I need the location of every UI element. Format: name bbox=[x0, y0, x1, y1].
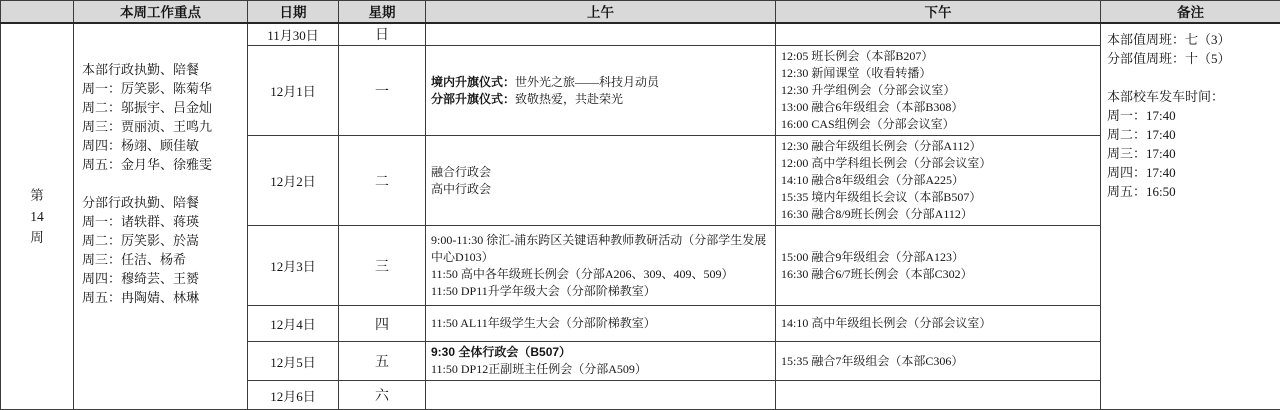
schedule-item: 11:50 高中各年级班长例会（分部A206、309、409、509） bbox=[431, 266, 772, 283]
remarks-duty-line: 分部值周班：十（5） bbox=[1107, 49, 1277, 68]
weekday-cell: 三 bbox=[339, 226, 426, 306]
focus-line: 周五：金月华、徐雅雯 bbox=[82, 155, 244, 174]
focus-line: 周三：贾丽浈、王鸣九 bbox=[82, 117, 244, 136]
morning-cell bbox=[426, 226, 776, 306]
date-cell: 12月3日 bbox=[248, 226, 339, 306]
afternoon-cell-empty bbox=[776, 23, 1101, 46]
header-date: 日期 bbox=[248, 1, 339, 23]
remarks-bus-title: 本部校车发车时间： bbox=[1107, 87, 1277, 106]
weekday-cell: 五 bbox=[339, 342, 426, 381]
focus-line: 周五：冉陶婧、林琳 bbox=[82, 288, 244, 307]
schedule-item bbox=[431, 91, 772, 108]
morning-cell bbox=[426, 342, 776, 381]
schedule-item: 16:30 融合8/9班长例会（分部A112） bbox=[781, 206, 1097, 223]
morning-cell bbox=[426, 46, 776, 136]
schedule-item: 9:30 全体行政会（B507） bbox=[431, 344, 772, 361]
focus-line: 周三：任洁、杨希 bbox=[82, 250, 244, 269]
date-cell: 12月5日 bbox=[248, 342, 339, 381]
focus-line: 周一：诸轶群、蒋瑛 bbox=[82, 212, 244, 231]
event-text: 致敬热爱，共赴荣光 bbox=[515, 92, 623, 106]
focus-spacer bbox=[82, 174, 244, 193]
focus-hq-title: 本部行政执勤、陪餐 bbox=[82, 60, 244, 79]
focus-line: 周二：邬振宇、吕金灿 bbox=[82, 98, 244, 117]
remarks-bus-line: 周三：17:40 bbox=[1107, 144, 1277, 163]
afternoon-cell bbox=[776, 342, 1101, 381]
focus-line: 周四：杨翊、顾佳敏 bbox=[82, 136, 244, 155]
schedule-item: 15:00 融合9年级组会（分部A123） bbox=[781, 249, 1097, 266]
remarks-bus-line: 周一：17:40 bbox=[1107, 106, 1277, 125]
week-number-cell bbox=[1, 23, 74, 410]
week-label-line: 周 bbox=[1, 227, 73, 248]
schedule-item: 融合行政会 bbox=[431, 164, 772, 181]
remarks-spacer bbox=[1107, 68, 1277, 87]
schedule-item: 15:35 融合7年级组会（本部C306） bbox=[781, 353, 1097, 370]
schedule-item: 16:00 CAS组例会（分部会议室） bbox=[781, 116, 1097, 133]
schedule-item: 14:10 高中年级组长例会（分部会议室） bbox=[781, 315, 1097, 332]
schedule-item: 13:00 融合6年级组会（本部B308） bbox=[781, 99, 1097, 116]
date-cell: 12月2日 bbox=[248, 136, 339, 226]
schedule-item: 12:05 班长例会（本部B207） bbox=[781, 48, 1097, 65]
header-weekday: 星期 bbox=[339, 1, 426, 23]
afternoon-cell bbox=[776, 306, 1101, 342]
weekday-cell: 四 bbox=[339, 306, 426, 342]
event-label: 分部升旗仪式： bbox=[431, 92, 515, 106]
header-row bbox=[1, 1, 1280, 23]
focus-branch-title: 分部行政执勤、陪餐 bbox=[82, 193, 244, 212]
schedule-item: 11:50 AL11年级学生大会（分部阶梯教室） bbox=[431, 315, 772, 332]
schedule-item: 15:35 境内年级组长会议（本部B507） bbox=[781, 189, 1097, 206]
afternoon-cell bbox=[776, 226, 1101, 306]
remarks-cell bbox=[1101, 23, 1280, 410]
schedule-item: 9:00-11:30 徐汇-浦东跨区关键语种教师教研活动（分部学生发展中心D103） bbox=[431, 232, 772, 266]
week-label-line: 第 bbox=[1, 185, 73, 206]
focus-line: 周二：厉笑影、於嵩 bbox=[82, 231, 244, 250]
schedule-item: 11:50 DP11升学年级大会（分部阶梯教室） bbox=[431, 283, 772, 300]
remarks-bus-line: 周五：16:50 bbox=[1107, 182, 1277, 201]
morning-cell-empty bbox=[426, 381, 776, 410]
schedule-item: 12:30 升学组例会（分部会议室） bbox=[781, 82, 1097, 99]
focus-line: 周四：穆绮芸、王赟 bbox=[82, 269, 244, 288]
header-week-blank bbox=[1, 1, 74, 23]
morning-cell bbox=[426, 136, 776, 226]
date-cell: 12月1日 bbox=[248, 46, 339, 136]
date-cell: 11月30日 bbox=[248, 23, 339, 46]
work-focus-cell bbox=[74, 23, 248, 410]
date-cell: 12月6日 bbox=[248, 381, 339, 410]
schedule-item: 12:30 新闻课堂（收看转播） bbox=[781, 65, 1097, 82]
remarks-bus-line: 周四：17:40 bbox=[1107, 163, 1277, 182]
header-remarks: 备注 bbox=[1101, 1, 1280, 23]
weekday-cell: 六 bbox=[339, 381, 426, 410]
header-work-focus: 本周工作重点 bbox=[74, 1, 248, 23]
schedule-item: 12:00 高中学科组长例会（分部会议室） bbox=[781, 155, 1097, 172]
focus-line: 周一：厉笑影、陈菊华 bbox=[82, 79, 244, 98]
header-afternoon: 下午 bbox=[776, 1, 1101, 23]
week-label-line: 14 bbox=[1, 206, 73, 227]
weekday-cell: 日 bbox=[339, 23, 426, 46]
schedule-item bbox=[431, 74, 772, 91]
remarks-duty-line: 本部值周班：七（3） bbox=[1107, 30, 1277, 49]
weekday-cell: 二 bbox=[339, 136, 426, 226]
morning-cell-empty bbox=[426, 23, 776, 46]
schedule-item: 14:10 融合8年级组会（分部A225） bbox=[781, 172, 1097, 189]
schedule-item: 16:30 融合6/7班长例会（本部C302） bbox=[781, 266, 1097, 283]
weekday-cell: 一 bbox=[339, 46, 426, 136]
event-label: 境内升旗仪式： bbox=[431, 75, 515, 89]
schedule-item: 高中行政会 bbox=[431, 181, 772, 198]
afternoon-cell bbox=[776, 46, 1101, 136]
schedule-item: 11:50 DP12正副班主任例会（分部A509） bbox=[431, 361, 772, 378]
header-morning: 上午 bbox=[426, 1, 776, 23]
schedule-item: 12:30 融合年级组长例会（分部A112） bbox=[781, 138, 1097, 155]
afternoon-cell-empty bbox=[776, 381, 1101, 410]
row-nov30 bbox=[1, 23, 1280, 46]
morning-cell bbox=[426, 306, 776, 342]
date-cell: 12月4日 bbox=[248, 306, 339, 342]
event-text: 世外光之旅——科技月动员 bbox=[515, 75, 659, 89]
remarks-bus-line: 周二：17:40 bbox=[1107, 125, 1277, 144]
afternoon-cell bbox=[776, 136, 1101, 226]
